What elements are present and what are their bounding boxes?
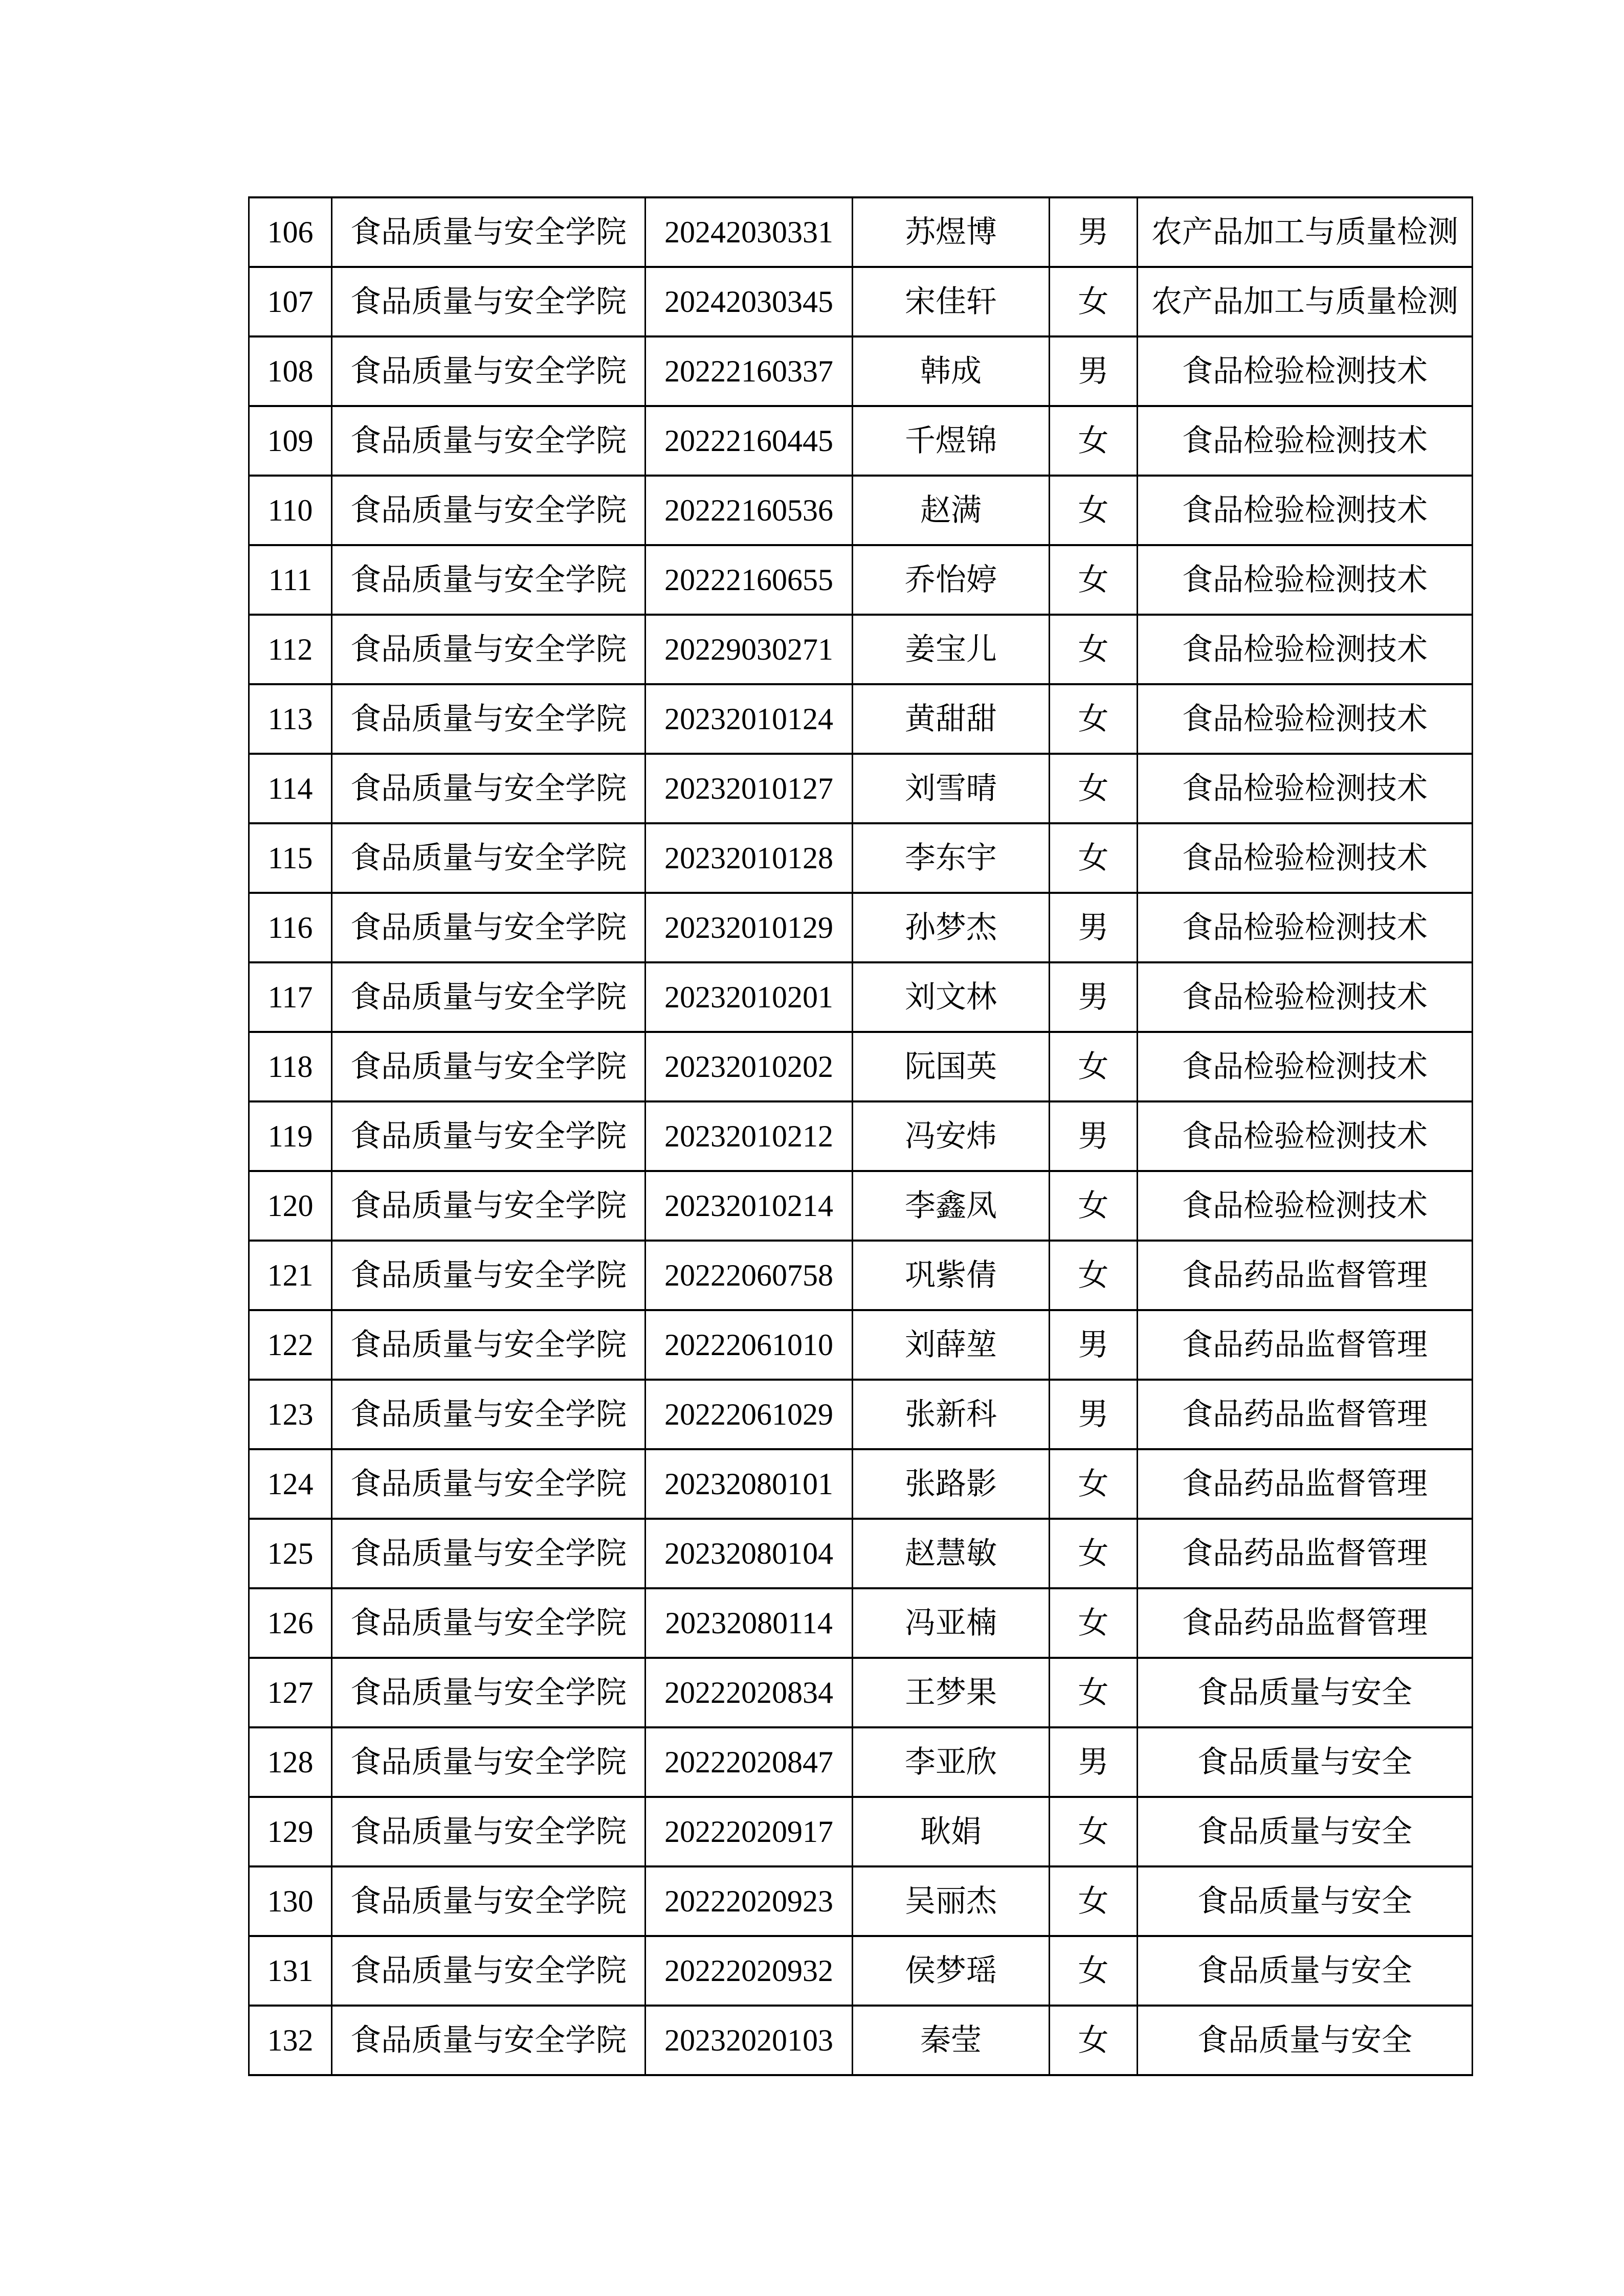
table-row	[249, 1449, 1473, 1519]
cell-college: 食品质量与安全学院	[332, 197, 646, 267]
cell-name: 冯安炜	[853, 1101, 1050, 1171]
cell-row-number: 121	[249, 1241, 332, 1310]
table-row	[249, 1101, 1473, 1171]
cell-major: 食品质量与安全	[1138, 1866, 1473, 1936]
cell-student-id: 20232020103	[646, 2006, 853, 2075]
cell-college: 食品质量与安全学院	[332, 1101, 646, 1171]
cell-college: 食品质量与安全学院	[332, 1658, 646, 1727]
table-row	[249, 615, 1473, 684]
cell-row-number: 120	[249, 1171, 332, 1241]
cell-name: 冯亚楠	[853, 1588, 1050, 1658]
table-row	[249, 1032, 1473, 1101]
cell-student-id: 20222020847	[646, 1727, 853, 1797]
cell-major: 食品检验检测技术	[1138, 336, 1473, 406]
cell-student-id: 20222160337	[646, 336, 853, 406]
cell-college: 食品质量与安全学院	[332, 476, 646, 545]
cell-college: 食品质量与安全学院	[332, 1588, 646, 1658]
cell-gender: 女	[1050, 1171, 1138, 1241]
cell-major: 食品药品监督管理	[1138, 1380, 1473, 1449]
cell-name: 李东宇	[853, 823, 1050, 893]
cell-row-number: 108	[249, 336, 332, 406]
cell-student-id: 20232010128	[646, 823, 853, 893]
cell-name: 侯梦瑶	[853, 1936, 1050, 2006]
cell-student-id: 20232080104	[646, 1519, 853, 1588]
cell-gender: 女	[1050, 1519, 1138, 1588]
table-row	[249, 1936, 1473, 2006]
table-row	[249, 1380, 1473, 1449]
cell-student-id: 20222160445	[646, 406, 853, 476]
cell-student-id: 20229030271	[646, 615, 853, 684]
cell-student-id: 20232010124	[646, 684, 853, 754]
cell-name: 吴丽杰	[853, 1866, 1050, 1936]
cell-major: 食品药品监督管理	[1138, 1449, 1473, 1519]
table-row	[249, 406, 1473, 476]
table-row	[249, 823, 1473, 893]
cell-gender: 女	[1050, 1936, 1138, 2006]
cell-row-number: 107	[249, 267, 332, 336]
table-row	[249, 1727, 1473, 1797]
cell-gender: 女	[1050, 823, 1138, 893]
table-row	[249, 336, 1473, 406]
cell-major: 食品检验检测技术	[1138, 476, 1473, 545]
cell-student-id: 20222020923	[646, 1866, 853, 1936]
table-row	[249, 1797, 1473, 1866]
table-row	[249, 2006, 1473, 2075]
cell-college: 食品质量与安全学院	[332, 336, 646, 406]
cell-name: 巩紫倩	[853, 1241, 1050, 1310]
cell-student-id: 20222020834	[646, 1658, 853, 1727]
cell-row-number: 122	[249, 1310, 332, 1380]
cell-student-id: 20232010202	[646, 1032, 853, 1101]
cell-row-number: 112	[249, 615, 332, 684]
cell-college: 食品质量与安全学院	[332, 1797, 646, 1866]
table-row	[249, 684, 1473, 754]
cell-student-id: 20232010127	[646, 754, 853, 823]
cell-name: 秦莹	[853, 2006, 1050, 2075]
cell-row-number: 130	[249, 1866, 332, 1936]
table-row	[249, 197, 1473, 267]
cell-name: 张路影	[853, 1449, 1050, 1519]
cell-row-number: 114	[249, 754, 332, 823]
cell-row-number: 117	[249, 962, 332, 1032]
cell-major: 食品质量与安全	[1138, 1727, 1473, 1797]
cell-college: 食品质量与安全学院	[332, 1310, 646, 1380]
cell-name: 孙梦杰	[853, 893, 1050, 962]
cell-college: 食品质量与安全学院	[332, 406, 646, 476]
table-row	[249, 1588, 1473, 1658]
cell-major: 食品质量与安全	[1138, 1658, 1473, 1727]
cell-major: 食品检验检测技术	[1138, 1101, 1473, 1171]
table-row	[249, 893, 1473, 962]
cell-college: 食品质量与安全学院	[332, 754, 646, 823]
cell-college: 食品质量与安全学院	[332, 1936, 646, 2006]
cell-gender: 女	[1050, 1449, 1138, 1519]
cell-row-number: 125	[249, 1519, 332, 1588]
cell-college: 食品质量与安全学院	[332, 2006, 646, 2075]
table-row	[249, 1310, 1473, 1380]
cell-name: 李亚欣	[853, 1727, 1050, 1797]
cell-row-number: 129	[249, 1797, 332, 1866]
cell-name: 张新科	[853, 1380, 1050, 1449]
cell-major: 农产品加工与质量检测	[1138, 267, 1473, 336]
cell-student-id: 20222061029	[646, 1380, 853, 1449]
table-row	[249, 476, 1473, 545]
cell-major: 食品质量与安全	[1138, 1797, 1473, 1866]
cell-student-id: 20222061010	[646, 1310, 853, 1380]
cell-row-number: 119	[249, 1101, 332, 1171]
cell-student-id: 20232010212	[646, 1101, 853, 1171]
cell-row-number: 116	[249, 893, 332, 962]
cell-major: 食品检验检测技术	[1138, 1032, 1473, 1101]
cell-college: 食品质量与安全学院	[332, 962, 646, 1032]
cell-student-id: 20222060758	[646, 1241, 853, 1310]
cell-gender: 男	[1050, 1310, 1138, 1380]
cell-row-number: 127	[249, 1658, 332, 1727]
cell-row-number: 118	[249, 1032, 332, 1101]
cell-name: 刘雪晴	[853, 754, 1050, 823]
cell-gender: 女	[1050, 545, 1138, 615]
cell-name: 王梦果	[853, 1658, 1050, 1727]
cell-major: 食品药品监督管理	[1138, 1241, 1473, 1310]
cell-gender: 男	[1050, 1380, 1138, 1449]
cell-name: 耿娟	[853, 1797, 1050, 1866]
table-row	[249, 1866, 1473, 1936]
cell-major: 食品检验检测技术	[1138, 754, 1473, 823]
cell-student-id: 20232010214	[646, 1171, 853, 1241]
cell-major: 食品检验检测技术	[1138, 962, 1473, 1032]
cell-gender: 女	[1050, 1588, 1138, 1658]
cell-row-number: 115	[249, 823, 332, 893]
cell-major: 食品检验检测技术	[1138, 545, 1473, 615]
cell-major: 农产品加工与质量检测	[1138, 197, 1473, 267]
cell-name: 赵满	[853, 476, 1050, 545]
cell-college: 食品质量与安全学院	[332, 1380, 646, 1449]
cell-gender: 女	[1050, 1866, 1138, 1936]
cell-row-number: 132	[249, 2006, 332, 2075]
cell-college: 食品质量与安全学院	[332, 893, 646, 962]
cell-major: 食品药品监督管理	[1138, 1310, 1473, 1380]
cell-gender: 男	[1050, 336, 1138, 406]
cell-student-id: 20232080114	[646, 1588, 853, 1658]
cell-gender: 男	[1050, 962, 1138, 1032]
table-row	[249, 962, 1473, 1032]
table-row	[249, 754, 1473, 823]
cell-row-number: 111	[249, 545, 332, 615]
cell-name: 李鑫凤	[853, 1171, 1050, 1241]
cell-gender: 女	[1050, 267, 1138, 336]
cell-name: 韩成	[853, 336, 1050, 406]
cell-row-number: 124	[249, 1449, 332, 1519]
cell-college: 食品质量与安全学院	[332, 1171, 646, 1241]
table-row	[249, 1519, 1473, 1588]
cell-college: 食品质量与安全学院	[332, 1241, 646, 1310]
cell-gender: 女	[1050, 754, 1138, 823]
cell-student-id: 20222020917	[646, 1797, 853, 1866]
cell-name: 姜宝儿	[853, 615, 1050, 684]
cell-gender: 女	[1050, 684, 1138, 754]
cell-college: 食品质量与安全学院	[332, 545, 646, 615]
table-body	[249, 197, 1473, 2075]
cell-name: 阮国英	[853, 1032, 1050, 1101]
cell-name: 宋佳轩	[853, 267, 1050, 336]
cell-name: 赵慧敏	[853, 1519, 1050, 1588]
cell-gender: 男	[1050, 1727, 1138, 1797]
cell-college: 食品质量与安全学院	[332, 823, 646, 893]
table-row	[249, 267, 1473, 336]
cell-row-number: 123	[249, 1380, 332, 1449]
cell-major: 食品检验检测技术	[1138, 406, 1473, 476]
table-row	[249, 545, 1473, 615]
cell-name: 黄甜甜	[853, 684, 1050, 754]
cell-name: 刘薛堃	[853, 1310, 1050, 1380]
cell-student-id: 20242030331	[646, 197, 853, 267]
cell-gender: 女	[1050, 476, 1138, 545]
cell-student-id: 20232010201	[646, 962, 853, 1032]
cell-student-id: 20242030345	[646, 267, 853, 336]
table-row	[249, 1241, 1473, 1310]
cell-gender: 男	[1050, 1101, 1138, 1171]
cell-gender: 女	[1050, 1658, 1138, 1727]
cell-gender: 男	[1050, 893, 1138, 962]
cell-college: 食品质量与安全学院	[332, 615, 646, 684]
cell-student-id: 20222160655	[646, 545, 853, 615]
cell-row-number: 131	[249, 1936, 332, 2006]
cell-gender: 女	[1050, 615, 1138, 684]
cell-major: 食品检验检测技术	[1138, 823, 1473, 893]
cell-student-id: 20222160536	[646, 476, 853, 545]
cell-major: 食品质量与安全	[1138, 2006, 1473, 2075]
cell-gender: 男	[1050, 197, 1138, 267]
cell-name: 苏煜博	[853, 197, 1050, 267]
cell-college: 食品质量与安全学院	[332, 684, 646, 754]
cell-college: 食品质量与安全学院	[332, 1519, 646, 1588]
cell-row-number: 110	[249, 476, 332, 545]
cell-student-id: 20222020932	[646, 1936, 853, 2006]
cell-gender: 女	[1050, 1241, 1138, 1310]
cell-college: 食品质量与安全学院	[332, 1449, 646, 1519]
cell-college: 食品质量与安全学院	[332, 1866, 646, 1936]
cell-name: 乔怡婷	[853, 545, 1050, 615]
cell-name: 刘文林	[853, 962, 1050, 1032]
cell-college: 食品质量与安全学院	[332, 1032, 646, 1101]
cell-student-id: 20232010129	[646, 893, 853, 962]
cell-row-number: 128	[249, 1727, 332, 1797]
cell-major: 食品质量与安全	[1138, 1936, 1473, 2006]
cell-row-number: 126	[249, 1588, 332, 1658]
cell-college: 食品质量与安全学院	[332, 267, 646, 336]
cell-name: 千煜锦	[853, 406, 1050, 476]
cell-gender: 女	[1050, 406, 1138, 476]
cell-gender: 女	[1050, 1797, 1138, 1866]
cell-major: 食品检验检测技术	[1138, 1171, 1473, 1241]
cell-gender: 女	[1050, 2006, 1138, 2075]
cell-major: 食品检验检测技术	[1138, 893, 1473, 962]
cell-row-number: 113	[249, 684, 332, 754]
cell-row-number: 109	[249, 406, 332, 476]
student-roster-table	[248, 196, 1473, 2076]
table-row	[249, 1171, 1473, 1241]
cell-college: 食品质量与安全学院	[332, 1727, 646, 1797]
cell-gender: 女	[1050, 1032, 1138, 1101]
cell-major: 食品药品监督管理	[1138, 1519, 1473, 1588]
table-row	[249, 1658, 1473, 1727]
cell-major: 食品检验检测技术	[1138, 684, 1473, 754]
cell-major: 食品检验检测技术	[1138, 615, 1473, 684]
cell-major: 食品药品监督管理	[1138, 1588, 1473, 1658]
cell-row-number: 106	[249, 197, 332, 267]
cell-student-id: 20232080101	[646, 1449, 853, 1519]
